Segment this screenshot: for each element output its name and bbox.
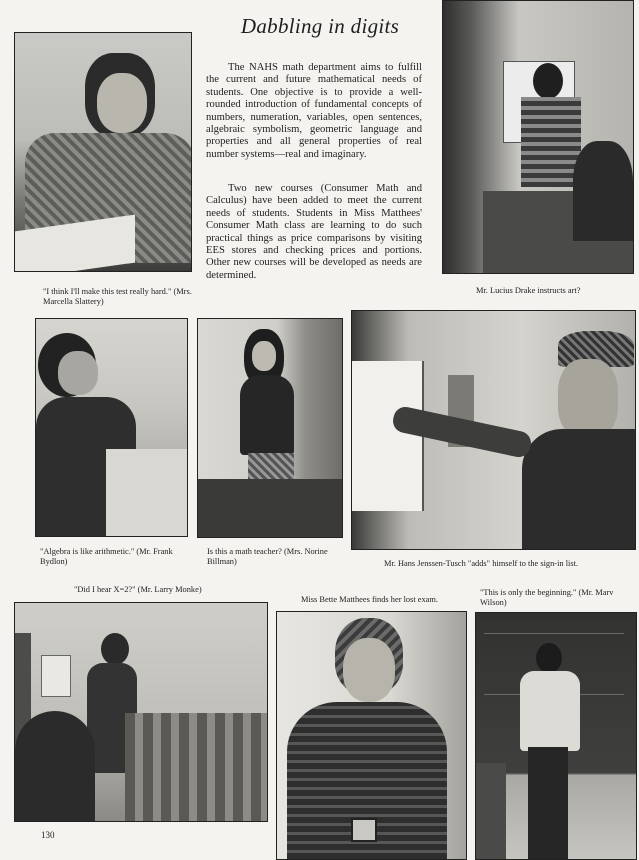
photo-figure	[41, 655, 71, 697]
photo-figure	[528, 747, 568, 859]
photo-figure	[533, 63, 563, 99]
photo-figure	[521, 97, 581, 187]
page-number: 130	[41, 830, 55, 840]
photo-figure	[520, 671, 580, 751]
page-title: Dabbling in digits	[240, 14, 400, 38]
photo-wilson	[475, 612, 637, 860]
photo-figure	[106, 449, 187, 536]
photo-figure	[522, 429, 635, 549]
photo-monke	[14, 602, 268, 822]
caption-billman: Is this a math teacher? (Mrs. Norine Billman)	[207, 547, 328, 566]
caption-monke: "Did I hear X=2?" (Mr. Larry Monke)	[74, 585, 202, 594]
photo-figure	[476, 763, 506, 859]
photo-figure	[352, 361, 424, 511]
photo-billman	[197, 318, 343, 538]
photo-figure	[252, 341, 276, 371]
caption-drake: Mr. Lucius Drake instructs art?	[476, 286, 581, 295]
photo-jenssen-tusch	[351, 310, 636, 550]
photo-figure	[15, 711, 95, 821]
caption-slattery: "I think I'll make this test really hard." (Mrs. Marcella Slattery)	[43, 287, 192, 306]
caption-bydlon: "Algebra is like arithmetic." (Mr. Frank Bydlon)	[40, 547, 173, 566]
photo-figure	[536, 643, 562, 673]
photo-matthees	[276, 611, 467, 860]
photo-figure	[573, 141, 633, 241]
photo-figure	[351, 818, 377, 842]
photo-figure	[343, 638, 395, 702]
caption-wilson: "This is only the beginning." (Mr. Marv Wilson)	[480, 588, 614, 607]
photo-figure	[101, 633, 129, 665]
photo-slattery	[14, 32, 192, 272]
body-paragraph-2: Two new courses (Consumer Math and Calculus) have been added to meet the current needs of students. Students in Miss Matthees' Consumer Math class are learning to do such practical things as price comparisons by visiting EES stores and checking prices and portions. Other new courses will be developed as needs are determined.	[206, 183, 422, 281]
photo-bydlon	[35, 318, 188, 537]
photo-figure	[198, 479, 342, 537]
photo-figure	[125, 713, 267, 821]
photo-figure	[240, 375, 294, 455]
caption-matthees: Miss Bette Matthees finds her lost exam.	[301, 595, 439, 604]
photo-figure	[97, 73, 147, 133]
caption-jenssen-tusch: Mr. Hans Jenssen-Tusch "adds" himself to the sign-in list.	[384, 559, 579, 568]
photo-drake	[442, 0, 634, 274]
photo-figure	[58, 351, 98, 395]
body-paragraph-1: The NAHS math department aims to fulfill the current and future mathematical needs of students. One objective is to provide a well-rounded introduction of fundamental concepts of numbers, numeration, variables, open sentences, algebraic symbolism, geometric language and properties and all general properties of real number systems—real and imaginary.	[206, 62, 422, 160]
photo-figure	[558, 359, 618, 439]
